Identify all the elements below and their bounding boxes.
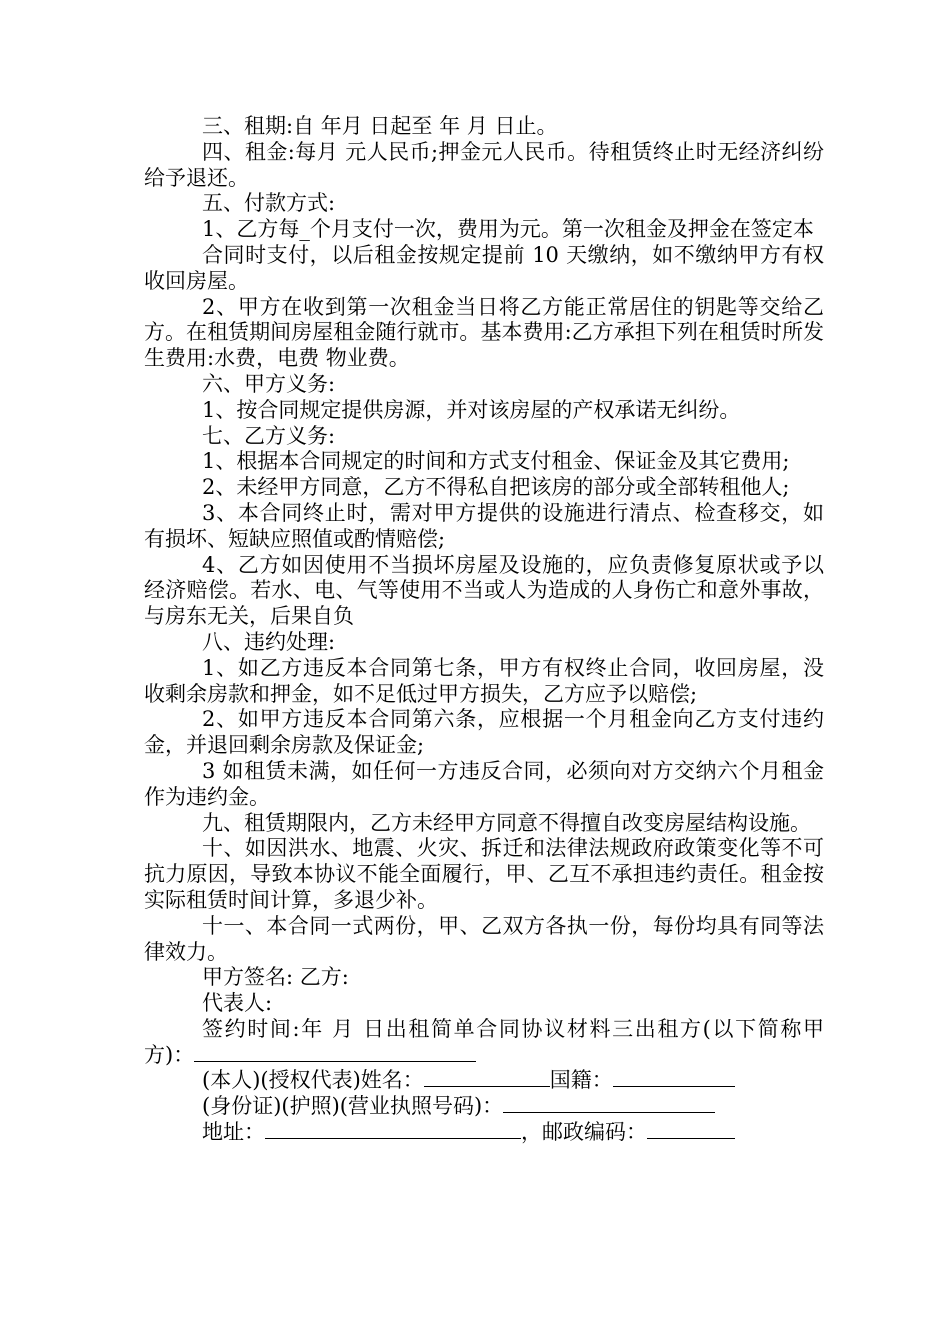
clause-lease-term: 三、租期:自 年月 日起至 年 月 日止。	[202, 114, 558, 138]
clause-payment-2: 2、甲方在收到第一次租金当日将乙方能正常居住的钥匙等交给乙方。在租赁期间房屋租金随行就市。基本费用:乙方承担下列在租赁时所发生费用:水费，电费 物业费。	[144, 294, 824, 371]
name-nationality-line	[144, 1068, 824, 1094]
clause-breach-2: 2、如甲方违反本合同第六条，应根据一个月租金向乙方支付违约金，并退回剩余房款及保证金;	[144, 707, 824, 758]
clause-breach-3: 3 如租赁未满，如任何一方违反合同，必须向对方交纳六个月租金作为违约金。	[144, 758, 824, 809]
address-line	[144, 1120, 824, 1146]
clause-eleven: 十一、本合同一式两份，甲、乙双方各执一份，每份均具有同等法律效力。	[144, 913, 824, 964]
clause-rent: 四、租金:每月 元人民币;押金元人民币。待租赁终止时无经济纠纷给予退还。	[144, 139, 824, 190]
id-label: (身份证)(护照)(营业执照号码)：	[202, 1094, 504, 1119]
clause-party-b-duty-3: 3、本合同终止时，需对甲方提供的设施进行清点、检查移交，如有损坏、短缺应照值或酌情赔偿;	[144, 500, 824, 551]
signing-date-text: 签约时间:年 月 日出租简单合同协议材料三出租方(以下简称甲方)：	[144, 1016, 824, 1067]
clause-party-b-duty-2: 2、未经甲方同意，乙方不得私自把该房的部分或全部转租他人;	[202, 475, 790, 500]
name-blank	[424, 1068, 550, 1087]
name-label: (本人)(授权代表)姓名：	[202, 1068, 424, 1093]
address-blank	[265, 1120, 521, 1139]
postcode-label: ，邮政编码：	[521, 1120, 647, 1145]
id-line	[144, 1094, 824, 1120]
clause-payment-1: 1、乙方每_个月支付一次，费用为元。第一次租金及押金在签定本	[202, 217, 814, 242]
nationality-label: 国籍：	[549, 1068, 613, 1093]
section-party-b-duties: 七、乙方义务:	[202, 423, 336, 448]
clause-party-b-duty-1: 1、根据本合同规定的时间和方式支付租金、保证金及其它费用;	[202, 449, 790, 474]
clause-payment-1-continued: 合同时支付，以后租金按规定提前 10 天缴纳，如不缴纳甲方有权收回房屋。	[144, 242, 824, 293]
section-party-a-duties: 六、甲方义务:	[202, 371, 336, 396]
nationality-blank	[613, 1068, 735, 1087]
contract-page	[144, 114, 824, 1146]
id-blank	[503, 1094, 715, 1113]
clause-breach-1: 1、如乙方违反本合同第七条，甲方有权终止合同，收回房屋，没收剩余房款和押金，如不足低过甲方损失，乙方应予以赔偿;	[144, 655, 824, 706]
clause-ten: 十、如因洪水、地震、火灾、拆迁和法律法规政府政策变化等不可抗力原因，导致本协议不能全面履行，甲、乙互不承担违约责任。租金按实际租赁时间计算，多退少补。	[144, 836, 824, 912]
section-payment-method: 五、付款方式:	[202, 191, 336, 216]
address-label: 地址：	[202, 1120, 265, 1145]
postcode-blank	[647, 1120, 735, 1139]
clause-party-b-duty-4: 4、乙方如因使用不当损坏房屋及设施的，应负责修复原状或予以经济赔偿。若水、电、气等使用不当或人为造成的人身伤亡和意外事故，与房东无关，后果自负	[144, 552, 824, 629]
clause-nine: 九、租赁期限内，乙方未经甲方同意不得擅自改变房屋结构设施。	[202, 810, 811, 835]
signature-line: 甲方签名: 乙方:	[202, 965, 349, 990]
clause-party-a-duty-1: 1、按合同规定提供房源，并对该房屋的产权承诺无纠纷。	[202, 397, 741, 422]
signing-date-line	[144, 1017, 824, 1069]
representative-line: 代表人:	[202, 991, 273, 1016]
section-breach: 八、违约处理:	[202, 629, 336, 654]
lessor-name-blank	[194, 1043, 476, 1062]
